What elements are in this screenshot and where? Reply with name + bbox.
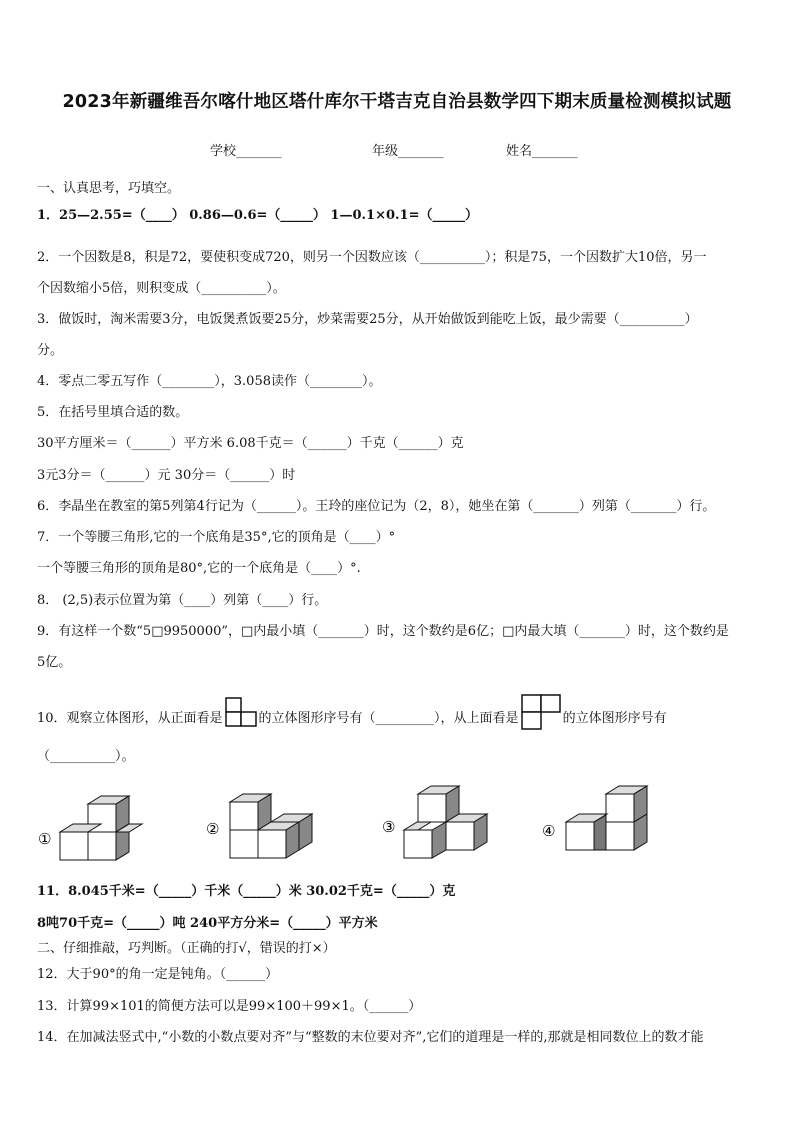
question-9-line1: 9．有这样一个数“5□9950000”，□内最小填（_______）时，这个数约是6亿；□内最大填（_______）时，这个数约是 [37,624,729,639]
cube-figure-4 [540,780,655,862]
question-4: 4．零点二零五写作（________），3.058读作（________）。 [37,374,382,389]
figure-label-4: ④ [542,822,556,840]
name-field: 姓名_______ [506,144,578,159]
question-14: 14．在加减法竖式中,“小数的小数点要对齐”与“整数的末位要对齐”,它们的道理是一样的,那就是相同数位上的数才能 [37,1030,704,1045]
question-10-line2: （__________）。 [37,749,135,764]
cube-figure-2 [204,792,329,872]
school-field: 学校_______ [210,144,282,159]
question-5-row1: 30平方厘米＝（______）平方米 6.08千克＝（______）千克（______）克 [37,436,464,451]
question-6: 6．李晶坐在教室的第5列第4行记为（______）。王玲的座位记为（2，8），她坐在第（_______）列第（_______）行。 [37,499,716,514]
question-8: 8． (2,5)表示位置为第（____）列第（____）行。 [37,593,328,608]
q10-text-part2: 的立体图形序号有（_________），从上面看是 [258,711,519,726]
question-12: 12．大于90°的角一定是钝角。（______） [37,967,279,982]
figure-label-3: ③ [382,818,396,836]
question-5-row2: 3元3分＝（______）元 30分＝（______）时 [37,468,296,483]
question-10-line1 [37,694,667,743]
q10-text-part1: 10．观察立体图形，从正面看是 [37,711,223,726]
question-7-line1: 7．一个等腰三角形,它的一个底角是35°,它的顶角是（____）° [37,530,396,545]
section-2-heading: 二、仔细推敲，巧判断。（正确的打√，错误的打×） [37,941,336,956]
front-view-icon [225,697,257,740]
cube-figure-1 [36,792,151,870]
question-2-line1: 2．一个因数是8，积是72，要使积变成720，则另一个因数应该（__________）；积是75，一个因数扩大10倍，另一 [37,250,707,265]
top-view-icon [521,694,561,743]
section-1-heading: 一、认真思考，巧填空。 [37,181,181,196]
page-title: 2023年新疆维吾尔喀什地区塔什库尔干塔吉克自治县数学四下期末质量检测模拟试题 [62,92,732,112]
question-1: 1．25—2.55=（____） 0.86—0.6=（_____） 1—0.1×0.1=（_____） [37,208,478,223]
cube-figure-3 [380,780,495,862]
question-9-line2: 5亿。 [37,655,72,670]
question-2-line2: 个因数缩小5倍，则积变成（__________）。 [37,281,286,296]
question-11-line1: 11．8.045千米=（_____）千米（_____）米 30.02千克=（_____）克 [37,884,456,899]
figure-label-2: ② [206,820,220,838]
question-5: 5．在括号里填合适的数。 [37,405,189,420]
figure-label-1: ① [38,830,52,848]
q10-text-part3: 的立体图形序号有 [562,711,667,726]
question-13: 13．计算99×101的简便方法可以是99×100＋99×1。（______） [37,999,422,1014]
question-3-line1: 3．做饭时，淘米需要3分，电饭煲煮饭要25分，炒菜需要25分，从开始做饭到能吃上饭，最少需要（__________） [37,312,698,327]
question-3-line2: 分。 [37,343,64,358]
question-11-line2: 8吨70千克=（_____）吨 240平方分米=（_____）平方米 [37,916,378,931]
grade-field: 年级_______ [372,144,444,159]
question-7-line2: 一个等腰三角形的顶角是80°,它的一个底角是（____）°. [37,561,361,576]
